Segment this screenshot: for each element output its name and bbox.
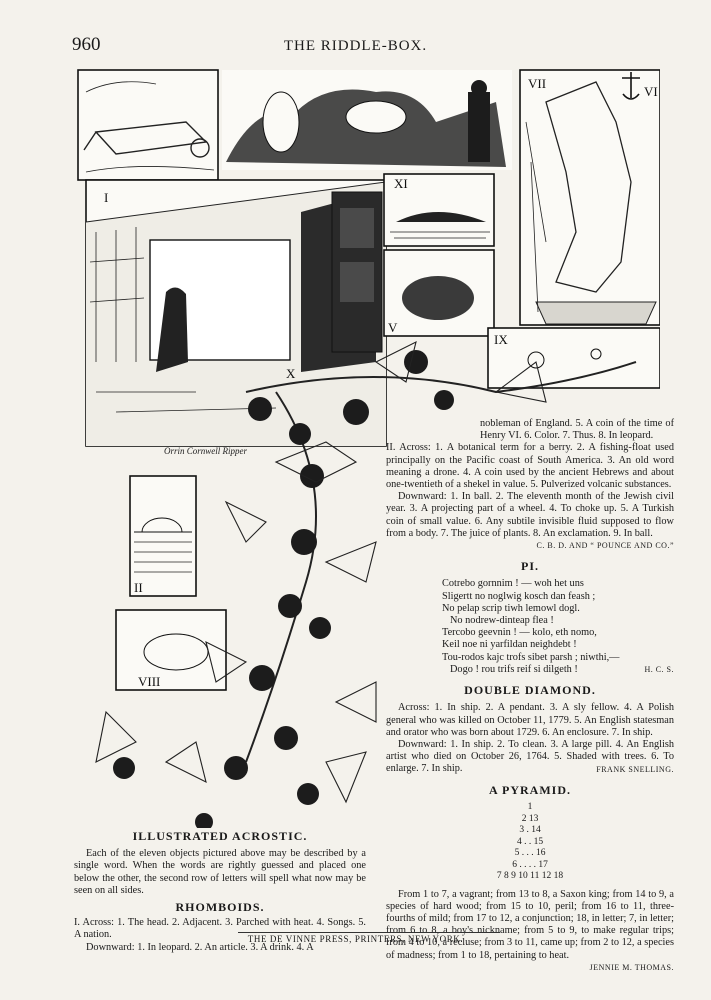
double-diamond-heading: DOUBLE DIAMOND. <box>464 683 596 698</box>
sunset-panel <box>130 476 196 596</box>
acrostic-heading: ILLUSTRATED ACROSTIC. <box>132 829 308 843</box>
panel-label-ix: IX <box>494 332 508 347</box>
acrostic-text: Each of the eleven objects pictured above may be described by a single word. When the words are rightly guessed and placed one below the other, the second row of letters will spell what now may be seen on all sides. <box>74 848 366 896</box>
cabinet-panel <box>332 192 382 352</box>
panel-label-xi: XI <box>394 176 408 191</box>
rhomboid-two-across: II. Across: 1. A botanical term for a berry. 2. A fishing-float used principally on the Pacific coast of South America. 3. An old word meaning a drone. 4. A coin used by the ancient Hebrews and about one-twentieth of a shekel in value. 5. Pulverized volcanic substances. <box>386 442 674 491</box>
artist-signature: Orrin Cornwell Ripper <box>164 446 248 456</box>
pyramid-row: 4 . . 15 <box>516 836 544 847</box>
turtle-panel <box>384 250 494 336</box>
rhomboids-heading: RHOMBOIDS. <box>175 900 265 915</box>
pi-line: Cotrebo gornnim ! — woh het uns <box>442 578 584 590</box>
pyramid-row: 2 13 <box>521 813 539 824</box>
panel-label-ii: II <box>134 580 143 595</box>
pyramid-row: 6 . . . . 17 <box>512 859 548 870</box>
footer-rule <box>238 932 500 933</box>
wheelbarrow-panel <box>78 70 218 180</box>
pi-line: Tou-rodos kajc trofs sibet parsh ; niwthi,— <box>442 651 620 663</box>
island-panel <box>384 174 494 246</box>
pi-heading: PI. <box>521 559 539 574</box>
pi-line: Keil noe ni yarfildan neighdebt ! <box>442 639 577 651</box>
pyramid-row: 3 . 14 <box>519 825 541 836</box>
pyramid-row: 5 . . . 16 <box>514 848 546 859</box>
pyramid-figure <box>386 802 674 883</box>
pyramid-clues: From 1 to 7, a vagrant; from 13 to 8, a Saxon king; from 14 to 9, a species of hard wood; from 15 to 10, peril; from 16 to 11, three-fourths of mild; from 17 to 12, a conjunction; 18, in letter; 7, in letter; from 6 to 8, a boy's nickname; from 5 to 9, to make regular trips; from 4 to 10, a recluse; from 3 to 11, came up; from 2 to 12, a species of madness; from 1 to 18, pertaining to heat. <box>386 888 674 961</box>
pyramid-signature: JENNIE M. THOMAS. <box>589 962 674 972</box>
rhomboid-signature: C. B. D. AND “ POUNCE AND CO.” <box>536 541 674 551</box>
pyramid-row: 1 <box>527 802 533 813</box>
statue-panel <box>520 70 660 325</box>
rhomboid-continued: nobleman of England. 5. A coin of the time of Henry VI. 6. Color. 7. Thus. 8. In leopard. <box>480 418 674 442</box>
pi-line: Tercobo geevnin ! — kolo, eth nomo, <box>442 627 597 639</box>
page-number: 960 <box>72 34 101 55</box>
pi-line: No pelap scrip tiwh lemowl dogl. <box>442 602 580 614</box>
double-diamond-downward: Downward: 1. In ship. 2. To clean. 3. A large pill. 4. An English artist who died on October 26, 1764. 5. Shaded with trees. 6. To enlarge. 7. In ship. <box>386 739 674 775</box>
panel-label-vi: VI <box>644 84 658 99</box>
sea-nymphs-panel <box>222 70 512 170</box>
panel-label-vii: VII <box>528 76 547 91</box>
running-title: THE RIDDLE-BOX. <box>283 38 428 54</box>
pincushion-panel <box>116 610 226 690</box>
pi-line: No nodrew-dinteap flea ! <box>450 615 554 627</box>
double-diamond-signature: FRANK SNELLING. <box>596 764 674 774</box>
double-diamond-across: Across: 1. In ship. 2. A pendant. 3. A sly fellow. 4. A Polish general who was killed on October 11, 1779. 5. An English statesman and orator who was born about 1729. 6. An enclosure. 7. In ship. <box>386 702 674 738</box>
pi-poem <box>386 578 674 676</box>
rhomboids-downward: Downward: 1. In leopard. 2. An article. 3. A drink. 4. A <box>86 941 314 953</box>
pyramid-row: 7 8 9 10 11 12 18 <box>496 871 564 882</box>
rhomboids-across: I. Across: 1. The head. 2. Adjacent. 3. Parched with heat. 4. Songs. 5. A nation. <box>74 917 366 941</box>
panel-label-x: X <box>286 366 296 381</box>
panel-label-v: V <box>388 320 398 335</box>
pyramid-heading: A PYRAMID. <box>489 782 571 797</box>
rhomboid-two-downward: Downward: 1. In ball. 2. The eleventh month of the Jewish civil year. 3. A projecting part of a wheel. 4. To choke up. 5. A Turkish coin of small value. 6. Any subtile invisible fluid supposed to flow from a body. 7. The juice of plants. 8. An exclamation. 9. In ball. <box>386 491 674 539</box>
pi-signature: H. C. S. <box>644 665 674 675</box>
panel-label-i: I <box>104 190 109 205</box>
pi-line: Dogo ! rou trifs reif si dilgeth ! <box>450 663 578 675</box>
pi-line: Sligertt no noglwig kosch dan feash ; <box>442 590 596 602</box>
panel-label-viii: VIII <box>138 674 161 689</box>
right-column <box>386 418 674 974</box>
printer-imprint: THE DE VINNE PRESS, PRINTERS, NEW YORK. <box>247 934 464 944</box>
